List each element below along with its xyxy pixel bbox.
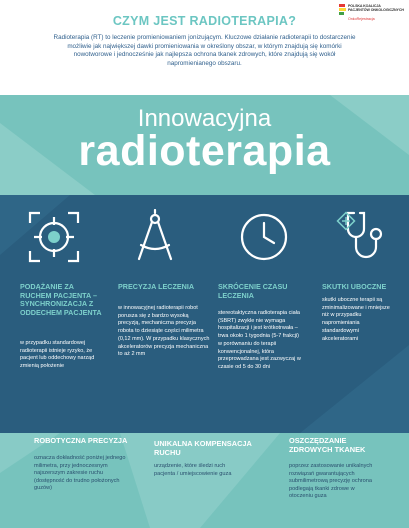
feature-text-1: w przypadku standardowej radioterapii istnieje ryzyko, że pacjent lub oddechowy narząd zmienią położenie (20, 340, 95, 370)
hero-banner (0, 95, 409, 195)
benefit-heading-3: OSZCZĘDZANIE ZDROWYCH TKANEK (289, 436, 366, 454)
feature-heading-4: SKUTKI UBOCZNE (322, 282, 387, 291)
stethoscope-icon (334, 209, 390, 265)
feature-heading-2: PRECYZJA LECZENIA (118, 282, 195, 291)
intro-text: Radioterapia (RT) to leczenie promieniowaniem jonizującym. Kluczowe działanie radioterapii to dostarczenie możliwie jak największej dawki promieniowania w określony obszar, w którym znajdują się komórki nowotworowe i jednocześnie jak najlepsza ochrona tkanek zdrowych, które znajdują się wokół napromienianego obszaru. (53, 34, 356, 67)
target-crosshair-icon (26, 209, 82, 265)
feature-text-4: skutki uboczne terapii są zminimalizowane i mniejsze niż w przypadku napromieniania standardowymi akceleratorami (322, 297, 390, 342)
feature-text-2: w innowacyjnej radioterapii robot porusza się z bardzo wysoką precyzją, mechaniczna precyzja robota to dziesiąte części milimetra (0,12 mm). W przypadku klasycznych akceleratorów precyzja mechaniczna to aż 2 mm (118, 305, 210, 358)
benefit-heading-1: ROBOTYCZNA PRECYZJA (34, 436, 128, 445)
hero-title-line1: Innowacyjna (137, 105, 272, 132)
clock-icon (236, 209, 292, 265)
logo-name: POLSKA KOALICJA PACJENTÓW ONKOLOGICZNYCH (348, 4, 404, 13)
benefits-section (0, 433, 409, 528)
benefit-text-3: poprzez zastosowanie unikalnych rozwiązań gwarantujących submilimetrową precyzję ochrona podlegają tkanki zdrowe w otoczeniu guza (289, 463, 373, 500)
compass-icon (127, 209, 183, 265)
logo-subtitle: OnkoRejestracja (348, 17, 375, 21)
hero-title-line2: radioterapia (78, 127, 331, 175)
features-section (0, 195, 409, 433)
feature-heading-1: PODĄŻANIE ZA RUCHEM PACJENTA – SYNCHRONIZACJA Z ODDECHEM PACJENTA (20, 282, 102, 318)
benefit-heading-2: UNIKALNA KOMPENSACJA RUCHU (154, 439, 252, 457)
page-title: CZYM JEST RADIOTERAPIA? (112, 14, 297, 28)
intro-section (0, 0, 409, 95)
feature-heading-3: SKRÓCENIE CZASU LECZENIA (218, 282, 288, 300)
benefit-text-1: oznacza dokładność poniżej jednego milimetra, przy jednoczesnym najszerszym zakresie ruchu (dostępność do trudno położonych guzów) (34, 455, 126, 492)
benefit-text-2: urządzenie, które śledzi ruch pacjenta / umiejscowienie guza (154, 463, 232, 477)
feature-text-3: stereotaktyczna radioterapia ciała (SBRT) zwykle nie wymaga hospitalizacji i jest krótkotrwała – trwa około 1 tygodnia (5-7 frakcji) w porównaniu do terapii konwencjonalnej, która przeprowadzana jest zazwyczaj w czasie od 5 do 30 dni (218, 310, 301, 370)
